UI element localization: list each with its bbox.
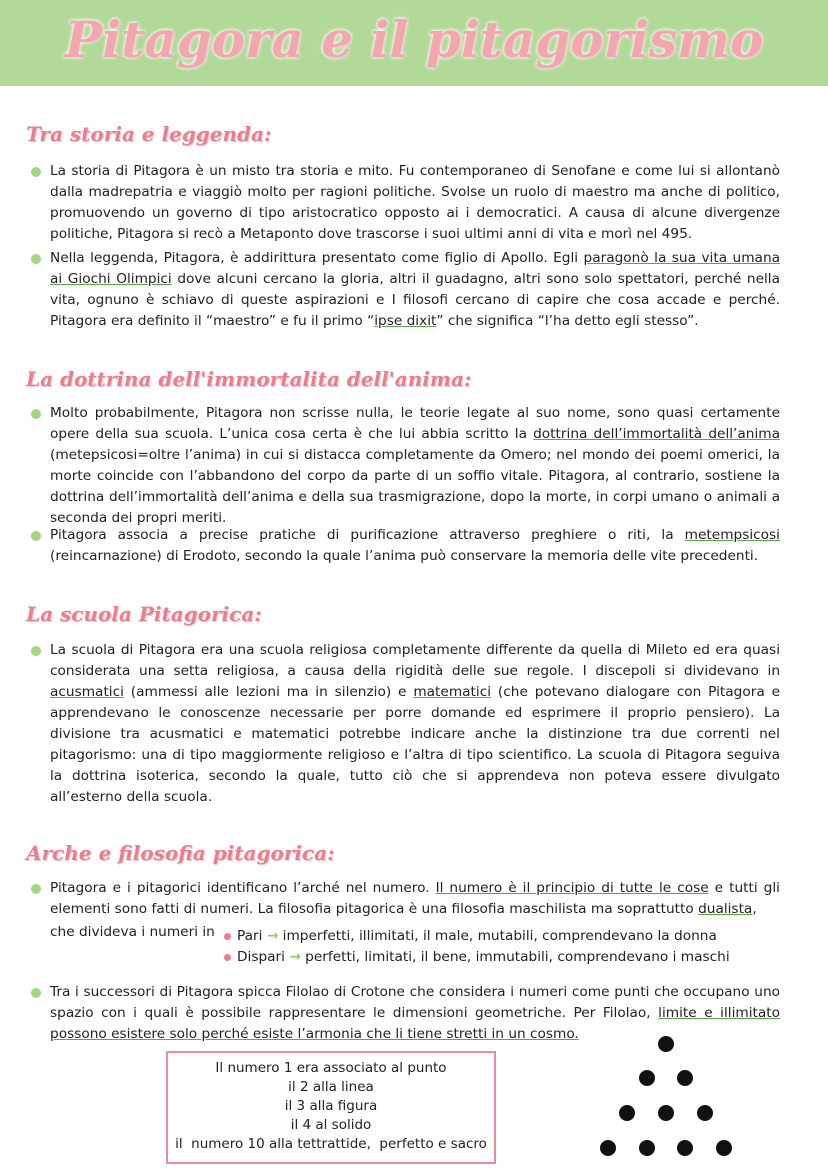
tetractys-dot <box>600 1140 616 1156</box>
box-line-5: il numero 10 alla tettrattide, perfetto e sacro <box>175 1136 487 1152</box>
sub-bullet-dispari: Dispari → perfetti, limitati, il bene, immutabili, comprendevano i maschi <box>237 947 730 968</box>
bullet-arche-2: Tra i successori di Pitagora spicca Filolao di Crotone che considera i numeri come punti che occupano uno spazio con i quali è possibile rappresentare le dimensioni geometriche. Per Filolao, limite e illimitato possono esistere solo perché esiste l’armonia che li tiene stretti in un cosmo. <box>50 982 780 1045</box>
tetractys-dot <box>677 1070 693 1086</box>
section-heading-dottrina: La dottrina dell'immortalita dell'anima: <box>26 367 472 391</box>
tetractys-dot <box>619 1105 635 1121</box>
box-line-4: il 4 al solido <box>290 1117 372 1133</box>
arrow-right-icon: → <box>266 928 279 944</box>
arrow-right-icon: → <box>289 949 301 965</box>
underlined-acusmatici: acusmatici <box>50 684 124 700</box>
section-heading-scuola: La scuola Pitagorica: <box>26 602 262 626</box>
bullet-dottrina-2: Pitagora associa a precise pratiche di purificazione attraverso preghiere o riti, la metempsicosi (reincarnazione) di Erodoto, secondo la quale l’anima può conservare la memoria delle vite precedenti. <box>50 525 780 567</box>
tetractys-dot <box>658 1036 674 1052</box>
underlined-limite: limite e illimitato possono esistere solo perché esiste l’armonia che li tiene stretti in un cosmo. <box>50 1005 780 1042</box>
bullet-arche-1: Pitagora e i pitagorici identificano l’arché nel numero. Il numero è il principio di tutte le cose e tutti gli elementi sono fatti di numeri. La filosofia pitagorica è una filosofia maschilista ma soprattutto dualista, <box>50 878 780 920</box>
box-line-3: il 3 alla figura <box>284 1098 378 1114</box>
underlined-metempsicosi: metempsicosi <box>684 527 780 543</box>
tetractys-dot <box>639 1070 655 1086</box>
box-line-1: Il numero 1 era associato al punto <box>215 1060 447 1076</box>
page-title: Pitagora e il pitagorismo <box>64 10 764 69</box>
sub-bullet-pari: Pari → imperfetti, illimitati, il male, mutabili, comprendevano la donna <box>237 926 717 947</box>
title-banner <box>0 0 828 86</box>
bullet-scuola-1: La scuola di Pitagora era una scuola religiosa completamente differente da quella di Mileto ed era quasi considerata una setta religiosa, a causa della rigidità delle sue regole. I discepoli si dividevano in acusmatici (ammessi alle lezioni ma in silenzio) e matematici (che potevano dialogare con Pitagora e apprendevano le conoscenze necessarie per porre domande ed esprimere il proprio pensiero). La divisione tra acusmatici e matematici potrebbe indicare anche la distinzione tra due correnti nel pitagorismo: una di tipo maggiormente religioso e l’altra di tipo scientifico. La scuola di Pitagora seguiva la dottrina isoterica, secondo la quale, tutto ciò che si apprendeva non poteva essere divulgato all’esterno della scuola. <box>50 640 780 808</box>
tetractys-dot <box>639 1140 655 1156</box>
bullet-storia-1: La storia di Pitagora è un misto tra storia e mito. Fu contemporaneo di Senofane e come lui si allontanò dalla madrepatria e viaggiò molto per ragioni politiche. Svolse un ruolo di maestro ma anche di politico, promuovendo un governo di tipo aristocratico opposto ai i democratici. A causa di alcune divergenze politiche, Pitagora si recò a Metaponto dove trascorse i suoi ultimi anni di vita e morì nel 495. <box>50 161 780 245</box>
box-line-2: il 2 alla linea <box>288 1079 374 1095</box>
section-heading-arche: Arche e filosofia pitagorica: <box>26 841 335 865</box>
number-associations-box <box>166 1051 496 1164</box>
section-heading-storia: Tra storia e leggenda: <box>26 122 272 146</box>
bullet-storia-2: Nella leggenda, Pitagora, è addirittura presentato come figlio di Apollo. Egli paragonò la sua vita umana ai Giochi Olimpici dove alcuni cercano la gloria, altri il guadagno, altri sono solo spettatori, perché nella vita, ognuno è schiavo di queste aspirazioni e I filosofi cercano di capire che cosa accade e perché. Pitagora era definito il “maestro” e fu il primo “ipse dixit” che significa “l’ha detto egli stesso”. <box>50 248 780 332</box>
underlined-numero: Il numero è il principio di tutte le cose <box>435 880 709 896</box>
underlined-dualista: dualista <box>698 901 753 917</box>
underlined-dottrina: dottrina dell’immortalità dell’anima <box>533 426 780 442</box>
numbers-intro: che divideva i numeri in <box>50 924 215 940</box>
tetractys-dot <box>677 1140 693 1156</box>
tetractys-dot <box>658 1105 674 1121</box>
tetractys-dot <box>716 1140 732 1156</box>
underlined-matematici: matematici <box>413 684 492 700</box>
underlined-ipse-dixit: ipse dixit <box>374 313 437 329</box>
tetractys-dot <box>697 1105 713 1121</box>
bullet-dottrina-1: Molto probabilmente, Pitagora non scrisse nulla, le teorie legate al suo nome, sono quasi certamente opere della sua scuola. L’unica cosa certa è che lui abbia scritto la dottrina dell’immortalità dell’anima (metepsicosi=oltre l’anima) in cui si distacca completamente da Omero; nel mondo dei poemi omerici, la morte coincide con l’abbandono del corpo da parte di un soffio vitale. Pitagora, al contrario, sostiene la dottrina dell’immortalità dell’anima e della sua trasmigrazione, dopo la morte, in corpi umano o animali a seconda dei propri meriti. <box>50 403 780 529</box>
underlined-giochi: paragonò la sua vita umana ai Giochi Olimpici <box>50 250 781 287</box>
